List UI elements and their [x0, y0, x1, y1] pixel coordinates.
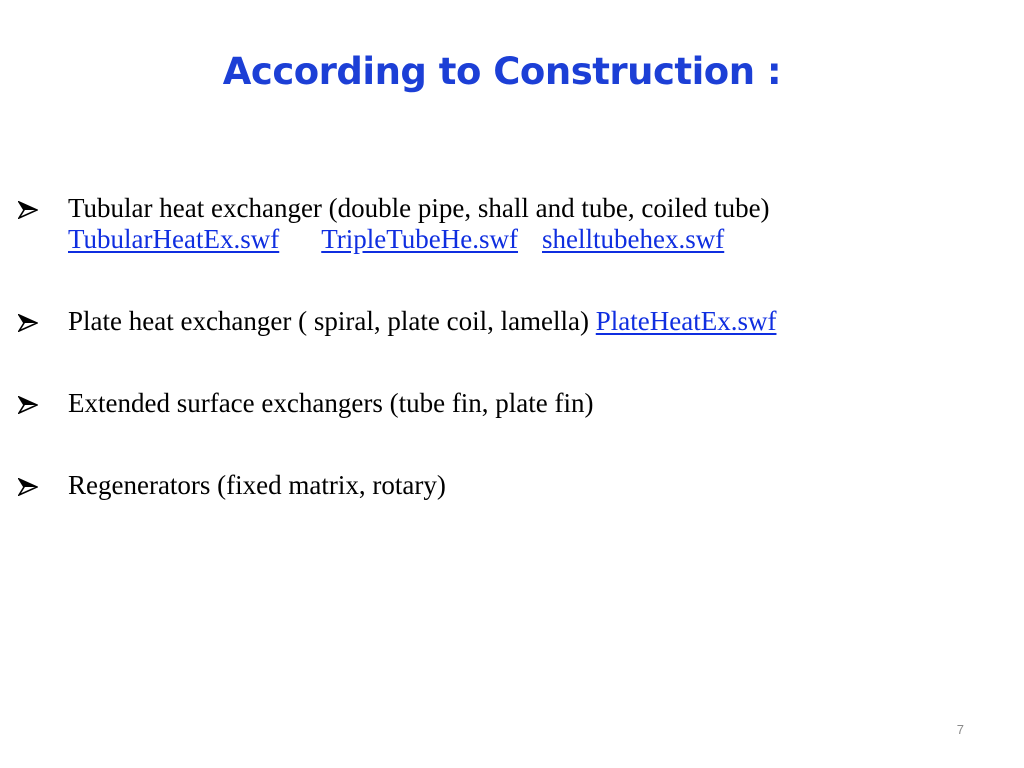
- arrowhead-bullet-icon: [18, 201, 38, 219]
- bullet-text: Extended surface exchangers (tube fin, plate fin): [68, 388, 594, 418]
- page-number: 7: [956, 722, 964, 737]
- arrowhead-bullet-icon: [18, 314, 38, 332]
- link-tubularheatex[interactable]: TubularHeatEx.swf: [68, 224, 280, 254]
- link-tripletubehe[interactable]: TripleTubeHe.swf: [321, 224, 519, 254]
- link-shelltubehex[interactable]: shelltubehex.swf: [542, 224, 725, 254]
- bullet-item-plate: [18, 306, 1008, 337]
- slide-title: According to Construction :: [222, 50, 782, 93]
- link-plateheatex[interactable]: PlateHeatEx.swf: [595, 306, 777, 336]
- bullet-text: Regenerators (fixed matrix, rotary): [68, 470, 446, 500]
- bullet-list: [18, 193, 1008, 501]
- bullet-item-extended-surface: [18, 388, 1008, 419]
- arrowhead-bullet-icon: [18, 478, 38, 496]
- bullet-text: Plate heat exchanger ( spiral, plate coil, lamella): [68, 306, 590, 336]
- bullet-text: Tubular heat exchanger (double pipe, shall and tube, coiled tube): [68, 193, 770, 223]
- bullet-item-regenerators: [18, 470, 1008, 501]
- bullet-item-tubular: [18, 193, 1008, 255]
- arrowhead-bullet-icon: [18, 396, 38, 414]
